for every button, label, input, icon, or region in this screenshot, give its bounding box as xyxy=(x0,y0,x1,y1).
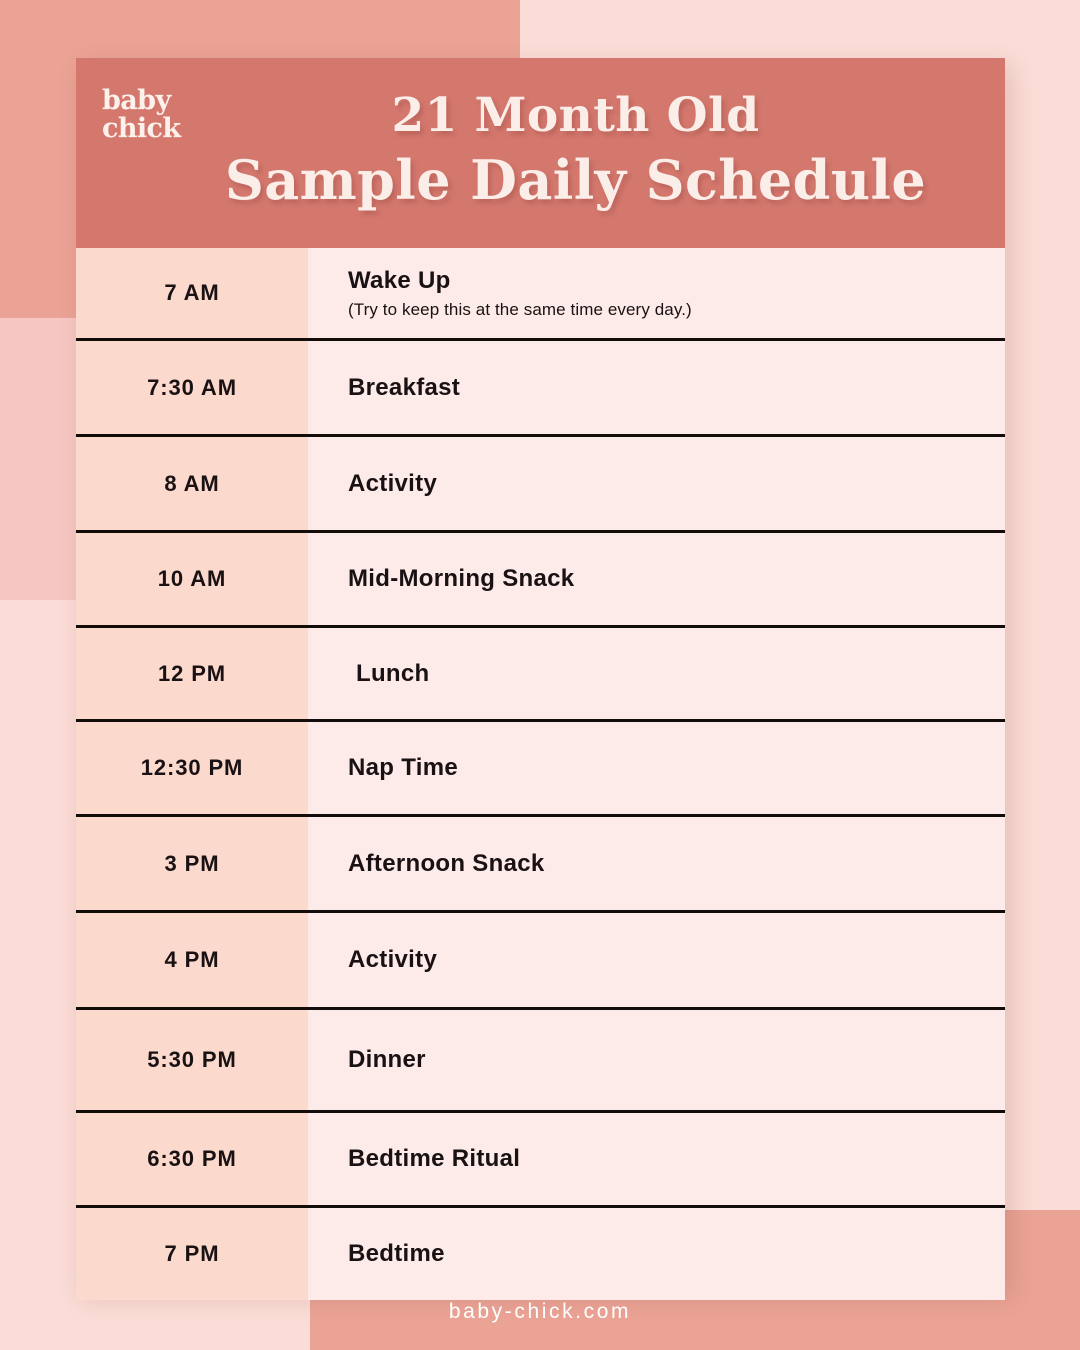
table-row xyxy=(76,248,1005,341)
row-activity-cell xyxy=(308,341,1005,434)
row-time-cell xyxy=(76,913,308,1007)
row-time: 10 AM xyxy=(157,566,227,591)
row-time-cell xyxy=(76,1010,308,1110)
row-time-cell xyxy=(76,722,308,814)
row-time-cell xyxy=(76,628,308,719)
page-title-line-1: 21 Month Old xyxy=(391,88,760,143)
table-row xyxy=(76,1010,1005,1113)
row-time-cell xyxy=(76,341,308,434)
row-activity-cell xyxy=(308,437,1005,530)
row-time: 7:30 AM xyxy=(147,374,237,400)
table-row xyxy=(76,1208,1005,1300)
card-header xyxy=(76,58,1005,248)
row-time: 3 PM xyxy=(164,850,220,876)
table-row xyxy=(76,913,1005,1010)
row-time-cell xyxy=(76,248,308,338)
table-row xyxy=(76,437,1005,533)
row-activity-cell xyxy=(308,248,1005,338)
row-activity-title: Bedtime xyxy=(348,1240,445,1267)
row-time: 8 AM xyxy=(164,470,220,496)
website-url: baby-chick.com xyxy=(448,1300,632,1323)
row-time-cell xyxy=(76,1113,308,1205)
row-time-cell xyxy=(76,1208,308,1300)
row-activity-cell xyxy=(308,1208,1005,1300)
row-activity-cell xyxy=(308,1113,1005,1205)
row-time: 7 AM xyxy=(164,280,220,305)
table-row xyxy=(76,533,1005,628)
table-row xyxy=(76,628,1005,722)
row-time-cell xyxy=(76,817,308,910)
row-time: 4 PM xyxy=(164,947,220,972)
row-activity-title: Breakfast xyxy=(348,373,461,401)
brand-logo-line-1: baby xyxy=(102,85,171,116)
row-activity-cell xyxy=(308,722,1005,814)
row-activity-title: Wake Up xyxy=(348,266,451,294)
row-activity-title: Activity xyxy=(348,469,438,497)
row-activity-title: Bedtime Ritual xyxy=(348,1145,521,1172)
row-activity-note: (Try to keep this at the same time every day.) xyxy=(348,299,692,319)
row-activity-title: Afternoon Snack xyxy=(348,849,545,877)
row-time: 6:30 PM xyxy=(147,1146,237,1171)
table-row xyxy=(76,1113,1005,1208)
row-activity-cell xyxy=(308,628,1005,719)
row-time: 7 PM xyxy=(164,1241,220,1266)
table-row xyxy=(76,817,1005,913)
row-time: 12:30 PM xyxy=(140,755,244,780)
row-activity-cell xyxy=(308,913,1005,1007)
footer xyxy=(0,1300,1080,1324)
row-activity-title: Dinner xyxy=(348,1046,426,1073)
table-row xyxy=(76,722,1005,817)
schedule-card xyxy=(76,58,1005,1290)
page-title xyxy=(76,86,1005,215)
row-activity-title: Nap Time xyxy=(348,754,458,781)
schedule-table xyxy=(76,248,1005,1300)
row-activity-title: Lunch xyxy=(356,659,430,687)
row-activity-cell xyxy=(308,533,1005,625)
row-activity-cell xyxy=(308,1010,1005,1110)
table-row xyxy=(76,341,1005,437)
row-time-cell xyxy=(76,533,308,625)
page-title-line-2: Sample Daily Schedule xyxy=(224,148,927,213)
row-activity-title: Mid-Morning Snack xyxy=(348,565,575,592)
row-time-cell xyxy=(76,437,308,530)
row-activity-cell xyxy=(308,817,1005,910)
row-time: 5:30 PM xyxy=(147,1047,237,1072)
row-activity-title: Activity xyxy=(348,946,438,973)
row-time: 12 PM xyxy=(157,660,227,686)
brand-logo-line-2: chick xyxy=(102,112,181,144)
